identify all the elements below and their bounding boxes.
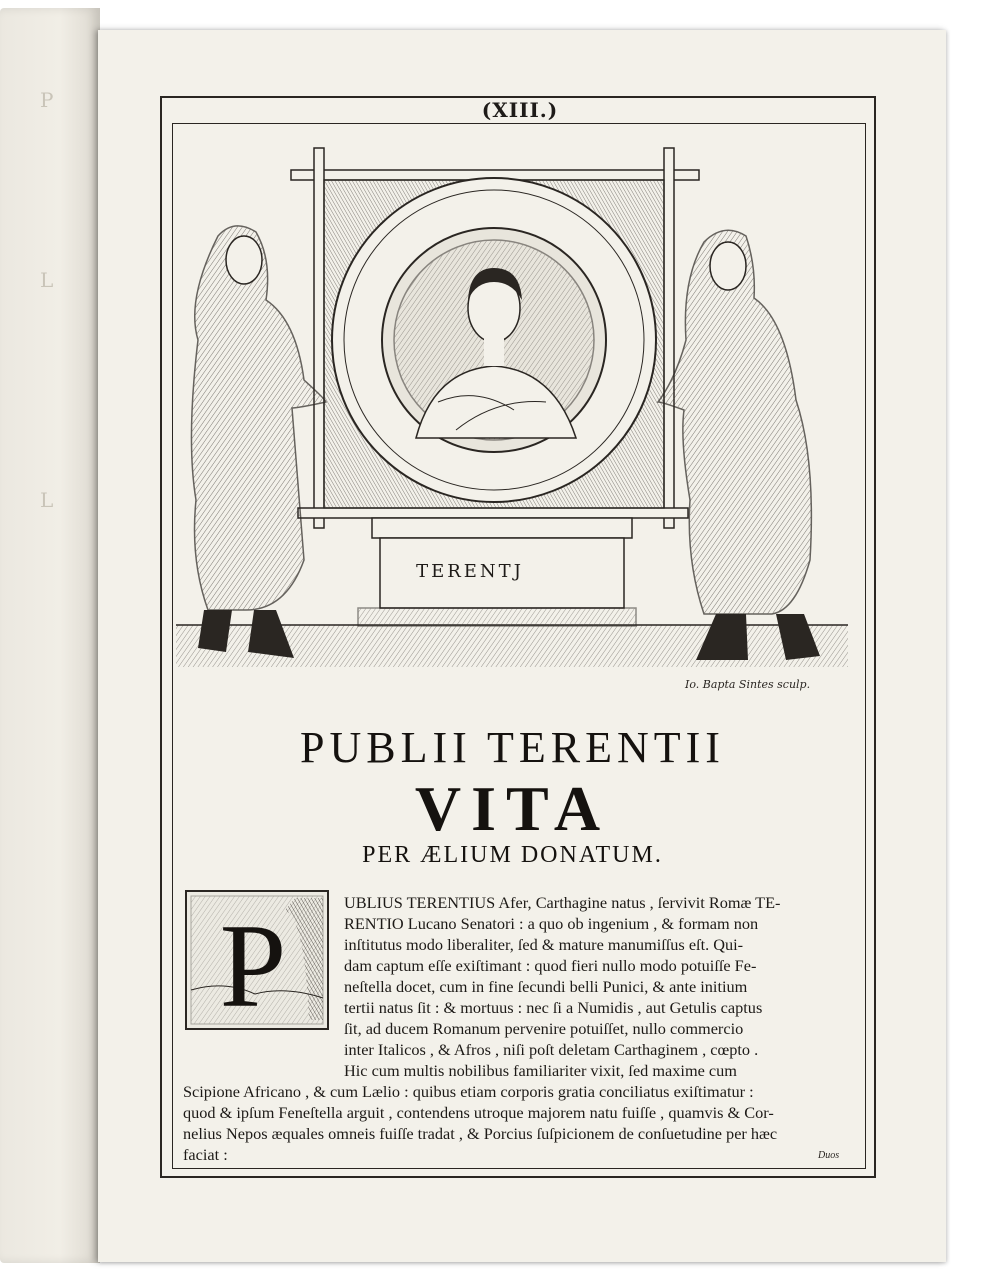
body-line: Hic cum multis nobilibus familiariter vixit, ſed maxime cum [344,1061,737,1080]
body-line: inſtitutus modo liberaliter, ſed & mature manumiſſus eſt. Qui- [344,935,744,954]
plinth-inscription: TERENTJ [416,561,524,582]
engraver-credit: Io. Bapta Sintes sculp. [685,678,811,691]
body-line: RENTIO Lucano Senatori : a quo ob ingenium , & formam non [344,914,759,933]
portrait-engraving [176,140,848,672]
body-line: nelius Nepos æquales omneis fuiſſe tradat , & Porcius ſuſpicionem de conſuetudine per hæc [183,1124,778,1143]
svg-text:P: P [219,899,287,1030]
title-line-3: PER ÆLIUM DONATUM. [362,842,663,868]
drop-cap-initial [185,890,329,1030]
body-line: Scipione Africano , & cum Lælio : quibus etiam corporis gratia conciliatus exiſtimatur : [183,1082,754,1101]
body-line: ſit, ad ducem Romanum pervenire potuiſſet, nullo commercio [344,1019,744,1038]
body-line: dam captum eſſe exiſtimant : quod fieri nullo modo potuiſſe Fe- [344,956,757,975]
body-line: tertii natus ſit : & mortuus : nec ſi a Numidis , aut Getulis captus [344,998,763,1017]
title-line-1: PUBLII TERENTII [300,723,725,772]
body-line: neſtella docet, cum in fine ſecundi belli Punici, & ante initium [344,977,748,996]
body-line: faciat : [183,1145,228,1164]
body-line: quod & ipſum Feneſtella arguit , contendens utroque majorem natu fuiſſe , quamvis & Cor- [183,1103,774,1122]
body-line: UBLIUS TERENTIUS Afer, Carthagine natus , ſervivit Romæ TE- [344,893,781,912]
title-line-2: VITA [414,773,611,844]
body-line: inter Italicos , & Afros , niſi poſt deletam Carthaginem , cœpto . [344,1040,759,1059]
left-page-edge: P L L [0,8,100,1263]
catchword: Duos [818,1150,840,1161]
page-number: (XIII.) [481,98,559,122]
